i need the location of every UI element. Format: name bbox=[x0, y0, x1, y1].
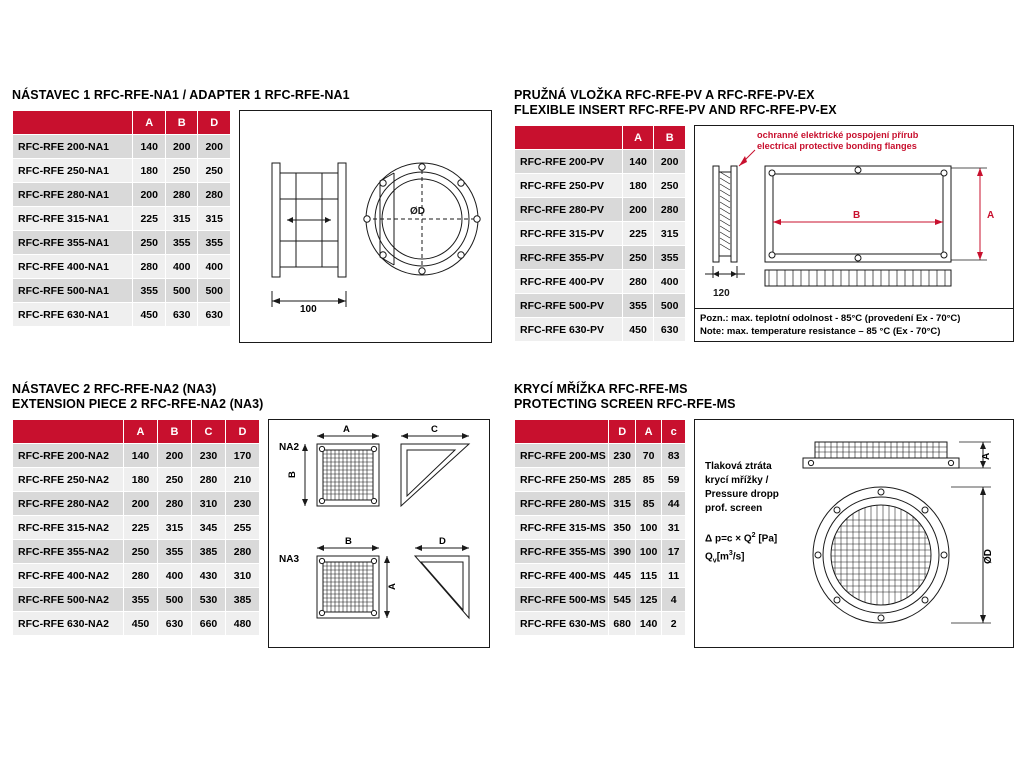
cell-b: 315 bbox=[654, 222, 686, 246]
cell-b: 200 bbox=[654, 150, 686, 174]
cell-d: 280 bbox=[198, 183, 231, 207]
cell-a: 355 bbox=[124, 588, 158, 612]
table-row bbox=[515, 222, 686, 246]
figure-pv-wrap bbox=[694, 125, 1014, 342]
cell-a: 100 bbox=[635, 540, 661, 564]
table-row bbox=[13, 588, 260, 612]
section-na2-title bbox=[12, 382, 492, 412]
formula-main: Δ p=c × Q bbox=[705, 533, 752, 545]
row-name: RFC-RFE 400-NA1 bbox=[13, 255, 133, 279]
cell-d: 350 bbox=[609, 516, 635, 540]
cell-d: 315 bbox=[609, 492, 635, 516]
cell-b: 280 bbox=[158, 492, 192, 516]
label-a: A bbox=[981, 452, 992, 460]
row-name: RFC-RFE 200-NA1 bbox=[13, 135, 133, 159]
cell-d: 545 bbox=[609, 588, 635, 612]
table-row bbox=[515, 198, 686, 222]
row-name: RFC-RFE 250-PV bbox=[515, 174, 623, 198]
na2-drawing bbox=[269, 420, 489, 647]
cell-a: 140 bbox=[635, 612, 661, 636]
label-b-na2: B bbox=[287, 471, 298, 478]
th-c: C bbox=[192, 420, 226, 444]
cell-b: 500 bbox=[654, 294, 686, 318]
title-en: FLEXIBLE INSERT RFC-RFE-PV AND RFC-RFE-PV-EX bbox=[514, 103, 837, 117]
table-row bbox=[515, 468, 686, 492]
formula-q-end: /s] bbox=[732, 551, 745, 563]
text-line-3: Pressure dropp bbox=[705, 489, 779, 500]
figure-na1 bbox=[239, 110, 492, 343]
text-line-1: Tlaková ztráta bbox=[705, 461, 772, 472]
row-name: RFC-RFE 355-NA1 bbox=[13, 231, 133, 255]
cell-d: 170 bbox=[226, 444, 260, 468]
cell-a: 180 bbox=[124, 468, 158, 492]
cell-c: 230 bbox=[192, 444, 226, 468]
cell-d: 315 bbox=[198, 207, 231, 231]
cell-a: 225 bbox=[124, 516, 158, 540]
cell-a: 180 bbox=[622, 174, 654, 198]
cell-c: 2 bbox=[662, 612, 686, 636]
table-row bbox=[13, 612, 260, 636]
section-na1 bbox=[12, 88, 492, 343]
table-row bbox=[515, 444, 686, 468]
table-ms-header-row bbox=[515, 420, 686, 444]
cell-b: 250 bbox=[158, 468, 192, 492]
row-name: RFC-RFE 200-PV bbox=[515, 150, 623, 174]
table-row bbox=[515, 150, 686, 174]
section-na2 bbox=[12, 382, 492, 648]
cell-c: 59 bbox=[662, 468, 686, 492]
th-b: B bbox=[158, 420, 192, 444]
cell-c: 44 bbox=[662, 492, 686, 516]
row-name: RFC-RFE 630-PV bbox=[515, 318, 623, 342]
text-line-4: prof. screen bbox=[705, 503, 763, 514]
row-name: RFC-RFE 400-MS bbox=[515, 564, 609, 588]
cell-d: 385 bbox=[226, 588, 260, 612]
label-d-na3: D bbox=[439, 536, 446, 547]
th-b: B bbox=[654, 126, 686, 150]
cell-b: 280 bbox=[165, 183, 198, 207]
row-name: RFC-RFE 280-MS bbox=[515, 492, 609, 516]
row-name: RFC-RFE 280-NA2 bbox=[13, 492, 124, 516]
title-cz: KRYCÍ MŘÍŽKA RFC-RFE-MS bbox=[514, 382, 688, 396]
th-a: A bbox=[635, 420, 661, 444]
note-cz: Pozn.: max. teplotní odolnost - 85°C (provedení Ex - 70°C) bbox=[700, 313, 961, 324]
table-na1 bbox=[12, 110, 231, 327]
cell-d: 480 bbox=[226, 612, 260, 636]
cell-a: 250 bbox=[124, 540, 158, 564]
th-blank bbox=[13, 111, 133, 135]
cell-d: 200 bbox=[198, 135, 231, 159]
row-name: RFC-RFE 250-NA2 bbox=[13, 468, 124, 492]
table-ms bbox=[514, 419, 686, 636]
label-a-na3: A bbox=[387, 583, 398, 590]
cell-b: 500 bbox=[158, 588, 192, 612]
cell-a: 140 bbox=[124, 444, 158, 468]
figure-na2 bbox=[268, 419, 490, 648]
label-diameter: ØD bbox=[410, 206, 425, 217]
label-length-100: 100 bbox=[300, 304, 317, 315]
cell-b: 630 bbox=[165, 303, 198, 327]
cell-b: 315 bbox=[158, 516, 192, 540]
table-row bbox=[515, 174, 686, 198]
callout-bonding bbox=[757, 130, 918, 152]
label-120: 120 bbox=[713, 288, 730, 299]
cell-d: 280 bbox=[226, 540, 260, 564]
cell-a: 250 bbox=[622, 246, 654, 270]
th-d: D bbox=[198, 111, 231, 135]
table-row bbox=[13, 492, 260, 516]
label-c-na2: C bbox=[431, 424, 438, 435]
callout-cz: ochranné elektrické pospojení přírub bbox=[757, 130, 919, 140]
table-na1-header-row bbox=[13, 111, 231, 135]
table-row bbox=[515, 246, 686, 270]
table-row bbox=[13, 159, 231, 183]
callout-en: electrical protective bonding flanges bbox=[757, 141, 917, 151]
row-name: RFC-RFE 315-MS bbox=[515, 516, 609, 540]
table-row bbox=[13, 207, 231, 231]
cell-a: 140 bbox=[133, 135, 166, 159]
row-name: RFC-RFE 400-NA2 bbox=[13, 564, 124, 588]
formula-q: Q bbox=[705, 551, 713, 563]
cell-a: 100 bbox=[635, 516, 661, 540]
cell-b: 400 bbox=[158, 564, 192, 588]
table-row bbox=[13, 540, 260, 564]
label-b-na3: B bbox=[345, 536, 352, 547]
th-blank bbox=[515, 126, 623, 150]
cell-a: 450 bbox=[124, 612, 158, 636]
cell-b: 315 bbox=[165, 207, 198, 231]
row-name: RFC-RFE 315-NA2 bbox=[13, 516, 124, 540]
figure-ms bbox=[694, 419, 1014, 648]
title-cz: NÁSTAVEC 2 RFC-RFE-NA2 (NA3) bbox=[12, 382, 217, 396]
table-pv-header-row bbox=[515, 126, 686, 150]
cell-b: 200 bbox=[165, 135, 198, 159]
cell-b: 355 bbox=[158, 540, 192, 564]
cell-a: 225 bbox=[133, 207, 166, 231]
table-row bbox=[13, 255, 231, 279]
formula-q-unit: [m bbox=[716, 551, 729, 563]
row-name: RFC-RFE 500-NA1 bbox=[13, 279, 133, 303]
cell-a: 450 bbox=[133, 303, 166, 327]
cell-a: 355 bbox=[622, 294, 654, 318]
table-row bbox=[13, 183, 231, 207]
row-name: RFC-RFE 355-PV bbox=[515, 246, 623, 270]
cell-b: 630 bbox=[654, 318, 686, 342]
cell-c: 660 bbox=[192, 612, 226, 636]
cell-a: 140 bbox=[622, 150, 654, 174]
cell-a: 200 bbox=[133, 183, 166, 207]
table-row bbox=[515, 294, 686, 318]
cell-a: 85 bbox=[635, 468, 661, 492]
cell-d: 230 bbox=[226, 492, 260, 516]
cell-b: 355 bbox=[654, 246, 686, 270]
text-line-2: krycí mřížky / bbox=[705, 475, 769, 486]
cell-b: 250 bbox=[654, 174, 686, 198]
label-na2: NA2 bbox=[279, 442, 300, 453]
table-row bbox=[515, 564, 686, 588]
title-cz: PRUŽNÁ VLOŽKA RFC-RFE-PV A RFC-RFE-PV-EX bbox=[514, 88, 815, 102]
section-na1-title: NÁSTAVEC 1 RFC-RFE-NA1 / ADAPTER 1 RFC-RFE-NA1 bbox=[12, 88, 350, 102]
cell-c: 385 bbox=[192, 540, 226, 564]
table-pv bbox=[514, 125, 686, 342]
cell-a: 355 bbox=[133, 279, 166, 303]
note-pv bbox=[694, 309, 1014, 342]
table-row bbox=[13, 564, 260, 588]
cell-a: 180 bbox=[133, 159, 166, 183]
row-name: RFC-RFE 500-PV bbox=[515, 294, 623, 318]
th-a: A bbox=[622, 126, 654, 150]
cell-c: 31 bbox=[662, 516, 686, 540]
row-name: RFC-RFE 250-MS bbox=[515, 468, 609, 492]
cell-d: 250 bbox=[198, 159, 231, 183]
cell-c: 83 bbox=[662, 444, 686, 468]
cell-d: 310 bbox=[226, 564, 260, 588]
cell-d: 390 bbox=[609, 540, 635, 564]
th-blank bbox=[515, 420, 609, 444]
cell-d: 500 bbox=[198, 279, 231, 303]
row-name: RFC-RFE 355-NA2 bbox=[13, 540, 124, 564]
section-pv-title bbox=[514, 88, 1014, 118]
table-row bbox=[13, 231, 231, 255]
th-d: D bbox=[226, 420, 260, 444]
table-row bbox=[515, 540, 686, 564]
th-a: A bbox=[124, 420, 158, 444]
table-row bbox=[515, 492, 686, 516]
cell-c: 4 bbox=[662, 588, 686, 612]
formula-qv bbox=[705, 546, 777, 568]
note-en: Note: max. temperature resistance – 85 °C (Ex - 70°C) bbox=[700, 326, 941, 337]
table-row bbox=[13, 135, 231, 159]
cell-d: 285 bbox=[609, 468, 635, 492]
row-name: RFC-RFE 315-NA1 bbox=[13, 207, 133, 231]
formula-delta-p bbox=[705, 528, 777, 546]
cell-d: 355 bbox=[198, 231, 231, 255]
pressure-drop-text bbox=[705, 460, 779, 516]
cell-c: 17 bbox=[662, 540, 686, 564]
cell-d: 680 bbox=[609, 612, 635, 636]
pressure-drop-formula bbox=[705, 528, 777, 569]
label-diameter: ØD bbox=[983, 549, 994, 564]
cell-b: 400 bbox=[165, 255, 198, 279]
cell-a: 450 bbox=[622, 318, 654, 342]
cell-d: 630 bbox=[198, 303, 231, 327]
table-row bbox=[13, 444, 260, 468]
th-d: D bbox=[609, 420, 635, 444]
cell-d: 210 bbox=[226, 468, 260, 492]
cell-b: 355 bbox=[165, 231, 198, 255]
row-name: RFC-RFE 630-NA1 bbox=[13, 303, 133, 327]
title-en: PROTECTING SCREEN RFC-RFE-MS bbox=[514, 397, 736, 411]
cell-c: 345 bbox=[192, 516, 226, 540]
row-name: RFC-RFE 250-NA1 bbox=[13, 159, 133, 183]
table-na2-header-row bbox=[13, 420, 260, 444]
cell-c: 280 bbox=[192, 468, 226, 492]
table-row bbox=[13, 516, 260, 540]
row-name: RFC-RFE 630-NA2 bbox=[13, 612, 124, 636]
cell-b: 250 bbox=[165, 159, 198, 183]
cell-a: 280 bbox=[133, 255, 166, 279]
cell-b: 630 bbox=[158, 612, 192, 636]
label-na3: NA3 bbox=[279, 554, 300, 565]
cell-a: 280 bbox=[124, 564, 158, 588]
cell-a: 250 bbox=[133, 231, 166, 255]
table-row bbox=[515, 588, 686, 612]
formula-q-exp: 3 bbox=[728, 550, 733, 558]
na1-drawing bbox=[240, 111, 491, 342]
row-name: RFC-RFE 355-MS bbox=[515, 540, 609, 564]
label-a-na2: A bbox=[343, 424, 350, 435]
row-name: RFC-RFE 200-NA2 bbox=[13, 444, 124, 468]
cell-d: 445 bbox=[609, 564, 635, 588]
cell-d: 230 bbox=[609, 444, 635, 468]
th-c: c bbox=[662, 420, 686, 444]
formula-unit: [Pa] bbox=[755, 533, 778, 545]
table-row bbox=[515, 516, 686, 540]
cell-d: 400 bbox=[198, 255, 231, 279]
row-name: RFC-RFE 500-MS bbox=[515, 588, 609, 612]
section-ms bbox=[514, 382, 1014, 648]
cell-a: 280 bbox=[622, 270, 654, 294]
figure-pv bbox=[694, 125, 1014, 309]
label-a: A bbox=[987, 210, 995, 221]
cell-b: 200 bbox=[158, 444, 192, 468]
row-name: RFC-RFE 315-PV bbox=[515, 222, 623, 246]
table-row bbox=[515, 270, 686, 294]
pv-drawing bbox=[695, 126, 1013, 308]
row-name: RFC-RFE 200-MS bbox=[515, 444, 609, 468]
label-b: B bbox=[853, 210, 861, 221]
row-name: RFC-RFE 500-NA2 bbox=[13, 588, 124, 612]
cell-a: 225 bbox=[622, 222, 654, 246]
title-en: EXTENSION PIECE 2 RFC-RFE-NA2 (NA3) bbox=[12, 397, 264, 411]
cell-a: 200 bbox=[622, 198, 654, 222]
cell-c: 530 bbox=[192, 588, 226, 612]
formula-q-sub: v bbox=[712, 557, 717, 565]
cell-a: 200 bbox=[124, 492, 158, 516]
cell-a: 85 bbox=[635, 492, 661, 516]
cell-a: 115 bbox=[635, 564, 661, 588]
section-pv bbox=[514, 88, 1014, 342]
cell-b: 280 bbox=[654, 198, 686, 222]
section-ms-title bbox=[514, 382, 1014, 412]
table-row bbox=[515, 612, 686, 636]
cell-b: 400 bbox=[654, 270, 686, 294]
cell-c: 11 bbox=[662, 564, 686, 588]
row-name: RFC-RFE 280-PV bbox=[515, 198, 623, 222]
table-row bbox=[515, 318, 686, 342]
table-row bbox=[13, 468, 260, 492]
th-b: B bbox=[165, 111, 198, 135]
cell-a: 70 bbox=[635, 444, 661, 468]
th-a: A bbox=[133, 111, 166, 135]
row-name: RFC-RFE 400-PV bbox=[515, 270, 623, 294]
row-name: RFC-RFE 630-MS bbox=[515, 612, 609, 636]
cell-c: 430 bbox=[192, 564, 226, 588]
formula-exponent: 2 bbox=[751, 532, 756, 539]
cell-a: 125 bbox=[635, 588, 661, 612]
cell-d: 255 bbox=[226, 516, 260, 540]
cell-b: 500 bbox=[165, 279, 198, 303]
table-row bbox=[13, 303, 231, 327]
cell-c: 310 bbox=[192, 492, 226, 516]
row-name: RFC-RFE 280-NA1 bbox=[13, 183, 133, 207]
table-na2 bbox=[12, 419, 260, 636]
table-row bbox=[13, 279, 231, 303]
th-blank bbox=[13, 420, 124, 444]
